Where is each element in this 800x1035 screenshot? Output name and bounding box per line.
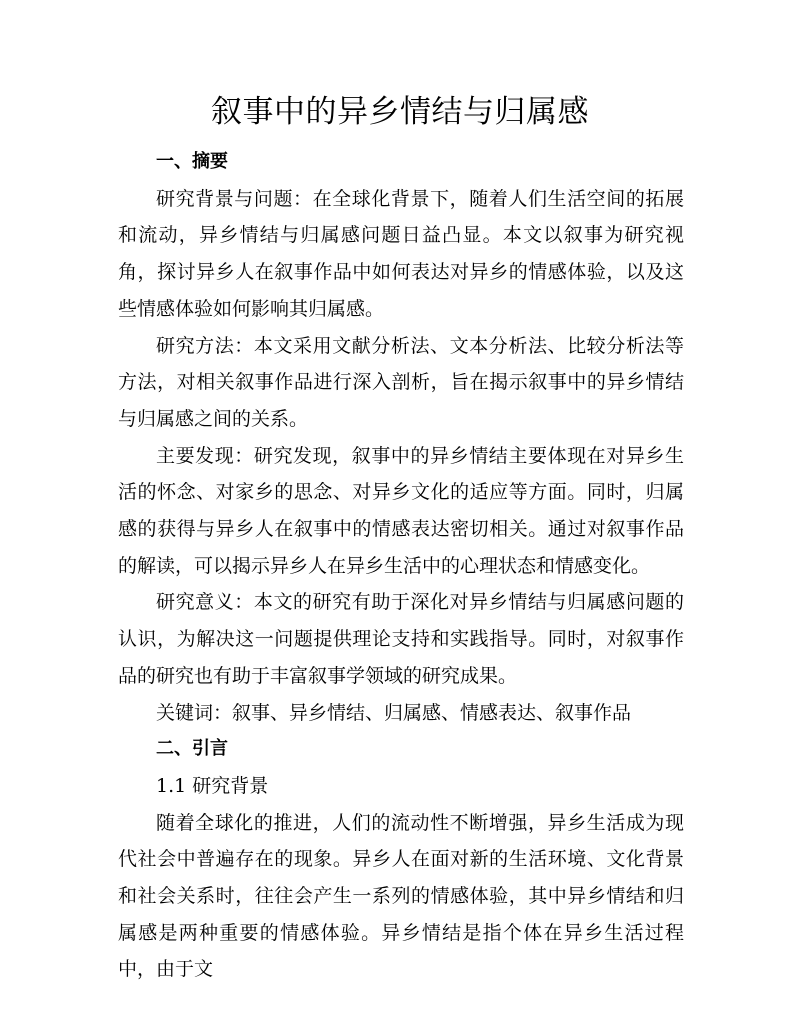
introduction-paragraph: 随着全球化的推进，人们的流动性不断增强，异乡生活成为现代社会中普遍存在的现象。异乡人在面对新的生活环境、文化背景和社会关系时，往往会产生一系列的情感体验，其中异乡情结和归属感是两种重要的情感体验。异乡情结是指个体在异乡生活过程中，由于文 (118, 811, 684, 981)
abstract-significance-paragraph: 研究意义：本文的研究有助于深化对异乡情结与归属感问题的认识，为解决这一问题提供理论支持和实践指导。同时，对叙事作品的研究也有助于丰富叙事学领域的研究成果。 (118, 591, 684, 687)
abstract-heading: 一、摘要 (156, 151, 228, 172)
document-title: 叙事中的异乡情结与归属感 (211, 94, 589, 130)
document-body (118, 144, 684, 988)
keywords-line: 关键词：叙事、异乡情结、归属感、情感表达、叙事作品 (156, 701, 632, 724)
abstract-method-paragraph: 研究方法：本文采用文献分析法、文本分析法、比较分析法等方法，对相关叙事作品进行深入剖析，旨在揭示叙事中的异乡情结与归属感之间的关系。 (118, 334, 684, 430)
research-background-subheading: 1.1 研究背景 (156, 774, 269, 797)
abstract-background-paragraph: 研究背景与问题：在全球化背景下，随着人们生活空间的拓展和流动，异乡情结与归属感问题日益凸显。本文以叙事为研究视角，探讨异乡人在叙事作品中如何表达对异乡的情感体验，以及这些情感体验如何影响其归属感。 (118, 187, 684, 320)
introduction-heading: 二、引言 (156, 738, 228, 760)
abstract-findings-paragraph: 主要发现：研究发现，叙事中的异乡情结主要体现在对异乡生活的怀念、对家乡的思念、对异乡文化的适应等方面。同时，归属感的获得与异乡人在叙事中的情感表达密切相关。通过对叙事作品的解读，可以揭示异乡人在异乡生活中的心理状态和情感变化。 (118, 444, 684, 577)
